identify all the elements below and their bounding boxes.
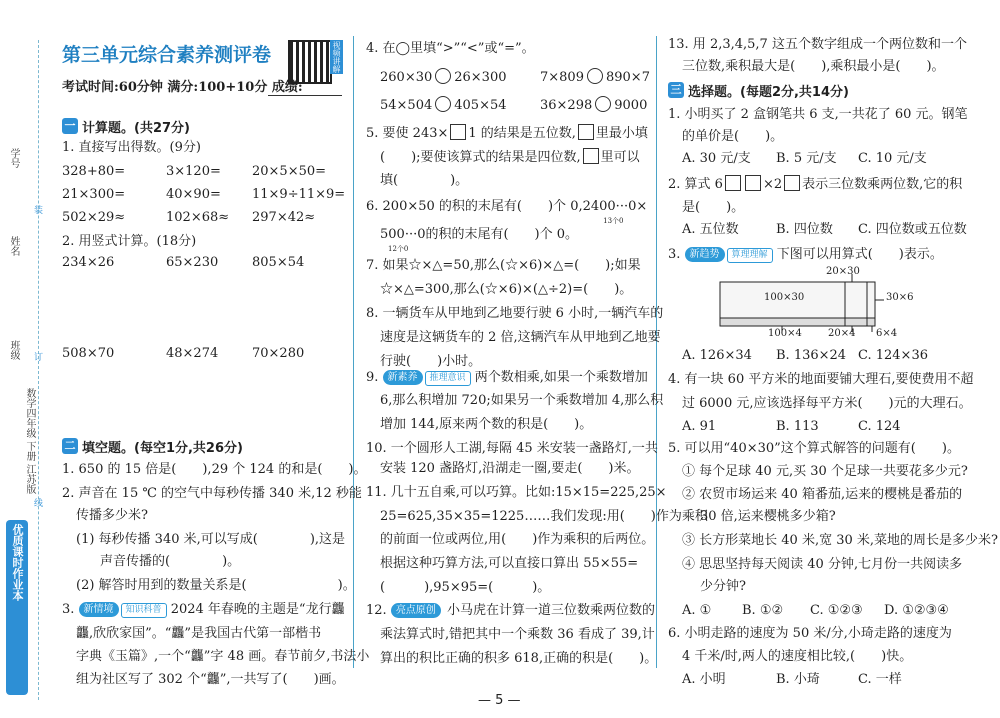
fig-label-top: 20×30	[826, 266, 860, 277]
vert-r2-c2: 48×274	[166, 346, 219, 361]
fig-label-right: 30×6	[886, 292, 914, 303]
fill-12-line3: 算出的积比正确的积多 618,正确的积是( )。	[380, 651, 658, 666]
vert-r2-c1: 508×70	[62, 346, 115, 361]
vert-r1-c1: 234×26	[62, 255, 115, 270]
vert-r1-c3: 805×54	[252, 255, 305, 270]
choice-2-line1: 2. 算式 6 ×2 表示三位数乘两位数,它的积	[668, 177, 963, 192]
understanding-badge: 算理理解	[727, 248, 773, 263]
digit-box[interactable]	[450, 124, 466, 140]
fill-10-line2: 安装 120 盏路灯,沿湖走一圈,要走( )米。	[380, 461, 640, 476]
fill-1: 1. 650 的 15 倍是( ),29 个 124 的和是( )。	[62, 462, 367, 477]
choice-4-opt-a[interactable]: A. 91	[682, 419, 717, 434]
compare-3: 54×504 405×54	[380, 98, 507, 113]
fill-8-line3: 行驶( )小时。	[380, 354, 482, 369]
fill-2-line3: (1) 每秒传播 340 米,可以写成( ),这是	[76, 532, 346, 547]
choice-3-opt-c[interactable]: C. 124×36	[858, 348, 928, 363]
compare-circle-3[interactable]	[435, 96, 451, 112]
q1-2-text: 2. 用竖式计算。(18分)	[62, 234, 197, 249]
fill-12-line1: 12. 亮点原创 小马虎在计算一道三位数乘两位数的	[366, 603, 655, 618]
choice-2-line2: 是( )。	[682, 200, 745, 215]
compare-circle-2[interactable]	[587, 68, 603, 84]
exam-info: 考试时间:60分钟 满分:100+10分 成绩:	[62, 80, 303, 95]
section-3-title: 选择题。(每题2分,共14分)	[688, 85, 849, 100]
choice-1-opt-b[interactable]: B. 5 元/支	[776, 151, 837, 166]
choice-1-opt-a[interactable]: A. 30 元/支	[682, 151, 751, 166]
vert-r2-c3: 70×280	[252, 346, 305, 361]
new-context-badge: 新情境	[79, 602, 119, 617]
fill-7-line2: ☆×△=300,那么(☆×6)×(△÷2)=( )。	[380, 282, 633, 297]
choice-2-opt-b[interactable]: B. 四位数	[776, 222, 833, 237]
fill-11-line1: 11. 几十五自乘,可以巧算。比如:15×15=225,25×	[366, 485, 667, 500]
fill-11-line5: ( ),95×95=( )。	[380, 580, 551, 595]
section-3-tag: 三	[668, 82, 684, 98]
compare-circle-1[interactable]	[435, 68, 451, 84]
choice-4-line2: 过 6000 元,应该选择每平方米( )元的大理石。	[682, 396, 972, 411]
fill-3-line3: 字典《玉篇》,一个“龘”字 48 画。春节前夕,书法小	[76, 649, 370, 664]
fill-10-line1: 10. 一个圆形人工湖,每隔 45 米安装一盏路灯,一共	[366, 441, 658, 456]
fill-5-line2: ( );要使该算式的结果是四位数, 里可以	[380, 150, 640, 165]
fill-3-line2: 龘,欣欣家国”。“龘”是我国古代第一部楷书	[76, 626, 322, 641]
fill-7-line1: 7. 如果☆×△=50,那么(☆×6)×△=( );如果	[366, 258, 641, 273]
compare-circle-4[interactable]	[595, 96, 611, 112]
science-badge: 知识科普	[121, 603, 167, 618]
choice-5-opt-c[interactable]: C. ①②③	[810, 603, 863, 618]
qr-code-icon	[288, 40, 332, 84]
fill-12-line2: 乘法算式时,错把其中一个乘数 36 看成了 39,计	[380, 627, 655, 642]
choice-3-line1: 3. 新趋势 算理理解 下图可以用算式( )表示。	[668, 247, 943, 262]
choice-5-item3: ③ 长方形菜地长 40 米,宽 30 米,菜地的周长是多少米?	[682, 533, 998, 548]
grade-label: 数学四年级 下册 江苏版	[24, 388, 35, 495]
original-badge: 亮点原创	[391, 603, 441, 618]
section-2-tag: 二	[62, 438, 78, 454]
choice-2-opt-a[interactable]: A. 五位数	[682, 222, 739, 237]
fig-label-b3: 6×4	[876, 328, 898, 339]
label-banji: 班级	[8, 340, 19, 360]
fill-8-line1: 8. 一辆货车从甲地到乙地要行驶 6 小时,一辆汽车的	[366, 306, 664, 321]
choice-1-line1: 1. 小明买了 2 盒钢笔共 6 支,一共花了 60 元。钢笔	[668, 107, 968, 122]
fill-13-line2: 三位数,乘积最大是( ),乘积最小是( )。	[682, 59, 945, 74]
calc-r2-c1: 21×300=	[62, 187, 126, 202]
choice-6-opt-b[interactable]: B. 小琦	[776, 672, 820, 687]
fill-2-line2: 传播多少米?	[76, 508, 148, 523]
choice-5-item4a: ④ 思思坚持每天阅读 40 分钟,七月份一共阅读多	[682, 557, 963, 572]
choice-5-line1: 5. 可以用“40×30”这个算式解答的问题有( )。	[668, 441, 960, 456]
fill-6-line1: 6. 200×50 的积的末尾有( )个 0,2400···0 13个0 ×	[366, 199, 648, 225]
choice-5-item4b: 少分钟?	[700, 579, 746, 594]
choice-4-opt-b[interactable]: B. 113	[776, 419, 819, 434]
label-xuehao: 学号	[8, 148, 19, 168]
page-number: — 5 —	[478, 693, 521, 708]
digit-box[interactable]	[578, 124, 594, 140]
page-title: 第三单元综合素养测评卷	[62, 44, 272, 66]
fill-2-line5: (2) 解答时用到的数量关系是( )。	[76, 578, 356, 593]
binding-dashed-line	[38, 40, 39, 700]
calc-r2-c3: 11×9÷11×9=	[252, 187, 346, 202]
choice-3-opt-a[interactable]: A. 126×34	[682, 348, 752, 363]
choice-5-opt-b[interactable]: B. ①②	[742, 603, 784, 618]
brand-label: 优质课时作业本	[11, 524, 24, 601]
label-xingming: 姓名	[8, 236, 19, 256]
mark-ding: 订	[32, 352, 42, 361]
new-literacy-badge: 新素养	[383, 370, 423, 385]
choice-6-opt-a[interactable]: A. 小明	[682, 672, 726, 687]
section-1-tag: 一	[62, 118, 78, 134]
fill-3-text-a: 2024 年春晚的主题是“龙行龘	[170, 602, 345, 617]
choice-6-opt-c[interactable]: C. 一样	[858, 672, 902, 687]
fig-label-mid: 100×30	[764, 292, 805, 303]
choice-6-line1: 6. 小明走路的速度为 50 米/分,小琦走路的速度为	[668, 626, 952, 641]
choice-1-line2: 的单价是( )。	[682, 129, 784, 144]
section-2-title: 填空题。(每空1分,共26分)	[82, 441, 243, 456]
fill-3-line1: 3. 新情境 知识科普 2024 年春晚的主题是“龙行龘	[62, 602, 345, 617]
fill-6-line2: 500···0 12个0 的积的末尾有( )个 0。	[380, 227, 579, 253]
fill-11-line2: 25=625,35×35=1225……我们发现:用( )作为乘积	[380, 509, 708, 524]
reasoning-badge: 推理意识	[425, 371, 471, 386]
fill-13-line1: 13. 用 2,3,4,5,7 这五个数字组成一个两位数和一个	[668, 37, 967, 52]
section-1-title: 计算题。(共27分)	[82, 121, 190, 136]
fill-3-line4: 组为社区写了 302 个“龘”,一共写了( )画。	[76, 672, 345, 687]
fill-2-line4: 声音传播的( )。	[100, 554, 241, 569]
choice-5-item1: ① 每个足球 40 元,买 30 个足球一共要花多少元?	[682, 464, 968, 479]
choice-2-opt-c[interactable]: C. 四位数或五位数	[858, 222, 967, 237]
choice-5-opt-d[interactable]: D. ①②③④	[884, 603, 949, 618]
digit-box[interactable]	[784, 175, 800, 191]
fig-label-b2: 20×4	[828, 328, 856, 339]
choice-3-opt-b[interactable]: B. 136×24	[776, 348, 847, 363]
fig-label-b1: 100×4	[768, 328, 802, 339]
fill-2-line1: 2. 声音在 15 ℃ 的空气中每秒传播 340 米,12 秒能	[62, 486, 362, 501]
digit-box[interactable]	[745, 175, 761, 191]
choice-4-line1: 4. 有一块 60 平方米的地面要铺大理石,要使费用不超	[668, 372, 974, 387]
vert-r1-c2: 65×230	[166, 255, 219, 270]
fill-9-line1: 9. 新素养 推理意识 两个数相乘,如果一个乘数增加	[366, 370, 648, 385]
fill-8-line2: 速度是这辆货车的 2 倍,这辆汽车从甲地到乙地要	[380, 330, 661, 345]
fill-11-line3: 的前面一位或两位,用( )作为乘积的后两位。	[380, 532, 655, 547]
calc-r1-c3: 20×5×50=	[252, 164, 327, 179]
choice-4-opt-c[interactable]: C. 124	[858, 419, 901, 434]
choice-5-item2a: ② 农贸市场运来 40 箱番茄,运来的樱桃是番茄的	[682, 487, 963, 502]
column-divider-1	[353, 36, 354, 668]
calc-r3-c2: 102×68≈	[166, 210, 230, 225]
qr-caption: 视频讲解	[332, 41, 341, 73]
compare-4: 36×298 9000	[540, 98, 648, 113]
score-blank[interactable]	[268, 95, 342, 96]
digit-box[interactable]	[583, 148, 599, 164]
fill-11-line4: 根据这种巧算方法,可以直接口算出 55×55=	[380, 556, 639, 571]
digit-box[interactable]	[725, 175, 741, 191]
compare-2: 7×809 890×7	[540, 70, 650, 85]
choice-5-item2b: 30 倍,运来樱桃多少箱?	[700, 509, 836, 524]
fill-5-line3: 填( )。	[380, 173, 469, 188]
mark-zhuang: 装	[32, 205, 42, 214]
calc-r1-c2: 3×120=	[166, 164, 221, 179]
calc-r3-c1: 502×29≈	[62, 210, 126, 225]
q1-1-text: 1. 直接写出得数。(9分)	[62, 140, 201, 155]
fill-4-text: 4. 在◯里填“>”“<”或“=”。	[366, 41, 535, 56]
choice-6-line2: 4 千米/时,两人的速度相比较,( )快。	[682, 649, 913, 664]
choice-1-opt-c[interactable]: C. 10 元/支	[858, 151, 927, 166]
fill-5-line1: 5. 要使 243× 1 的结果是五位数, 里最小填	[366, 126, 648, 141]
calc-r2-c2: 40×90=	[166, 187, 221, 202]
compare-1: 260×30 26×300	[380, 70, 507, 85]
fill-9-line2: 6,那么积增加 720;如果另一个乘数增加 4,那么积	[380, 393, 664, 408]
calc-r3-c3: 297×42≈	[252, 210, 316, 225]
calc-r1-c1: 328+80=	[62, 164, 126, 179]
new-trend-badge: 新趋势	[685, 247, 725, 262]
mark-xian: 线	[32, 498, 42, 507]
column-divider-2	[656, 36, 657, 668]
choice-5-opt-a[interactable]: A. ①	[682, 603, 712, 618]
fill-9-line3: 增加 144,原来两个数的积是( )。	[380, 417, 593, 432]
